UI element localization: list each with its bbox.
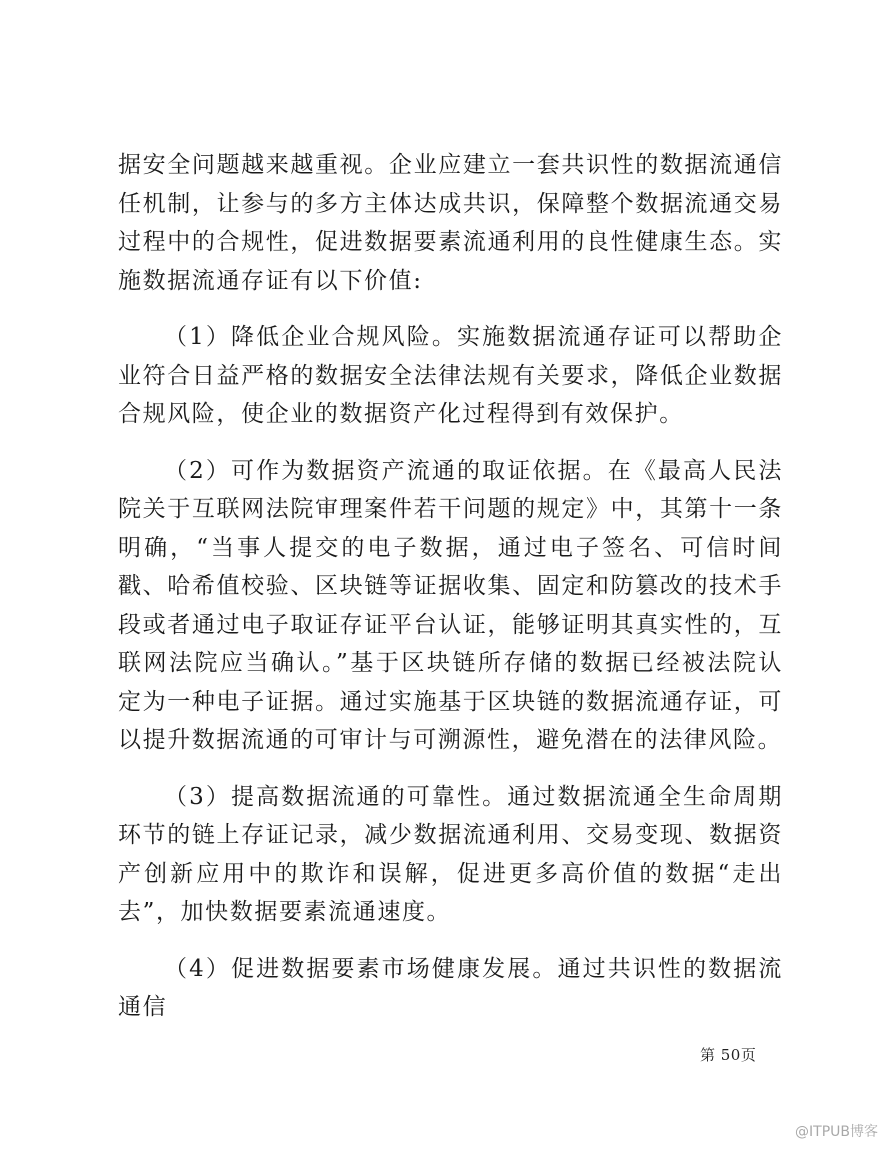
paragraph-intro: 据安全问题越来越重视。企业应建立一套共识性的数据流通信任机制，让参与的多方主体达成共识，保障整个数据流通交易过程中的合规性，促进数据要素流通利用的良性健康生态。实施数据流通存证有以下价值: xyxy=(118,152,783,294)
paragraph-gap xyxy=(118,760,783,778)
paragraph-item-1: （1）降低企业合规风险。实施数据流通存证可以帮助企业符合日益严格的数据安全法律法规有关要求，降低企业数据合规风险，使企业的数据资产化过程得到有效保护。 xyxy=(118,324,783,427)
paragraph-item-4: （4）促进数据要素市场健康发展。通过共识性的数据流通信 xyxy=(118,955,783,1020)
paragraph-item-2: （2）可作为数据资产流通的取证依据。在《最高人民法院关于互联网法院审理案件若干问题的规定》中，其第十一条明确，“当事人提交的电子数据，通过电子签名、可信时间戳、哈希值校验、区块链等证据收集、固定和防篡改的技术手段或者通过电子取证存证平台认证，能够证明其真实性的，互联网法院应当确认。”基于区块链所存储的数据已经被法院认定为一种电子证据。通过实施基于区块链的数据流通存证，可以提升数据流通的可审计与可溯源性，避免潜在的法律风险。 xyxy=(118,457,783,753)
page-number: 第 50页 xyxy=(700,1046,757,1064)
paragraph-gap xyxy=(118,932,783,950)
watermark: @ITPUB博客 xyxy=(795,1124,878,1140)
paragraph-gap xyxy=(118,300,783,318)
body-text xyxy=(118,146,783,1027)
paragraph-gap xyxy=(118,434,783,452)
paragraph-item-3: （3）提高数据流通的可靠性。通过数据流通全生命周期环节的链上存证记录，减少数据流通利用、交易变现、数据资产创新应用中的欺诈和误解，促进更多高价值的数据“走出去”，加快数据要素流通速度。 xyxy=(118,783,783,925)
